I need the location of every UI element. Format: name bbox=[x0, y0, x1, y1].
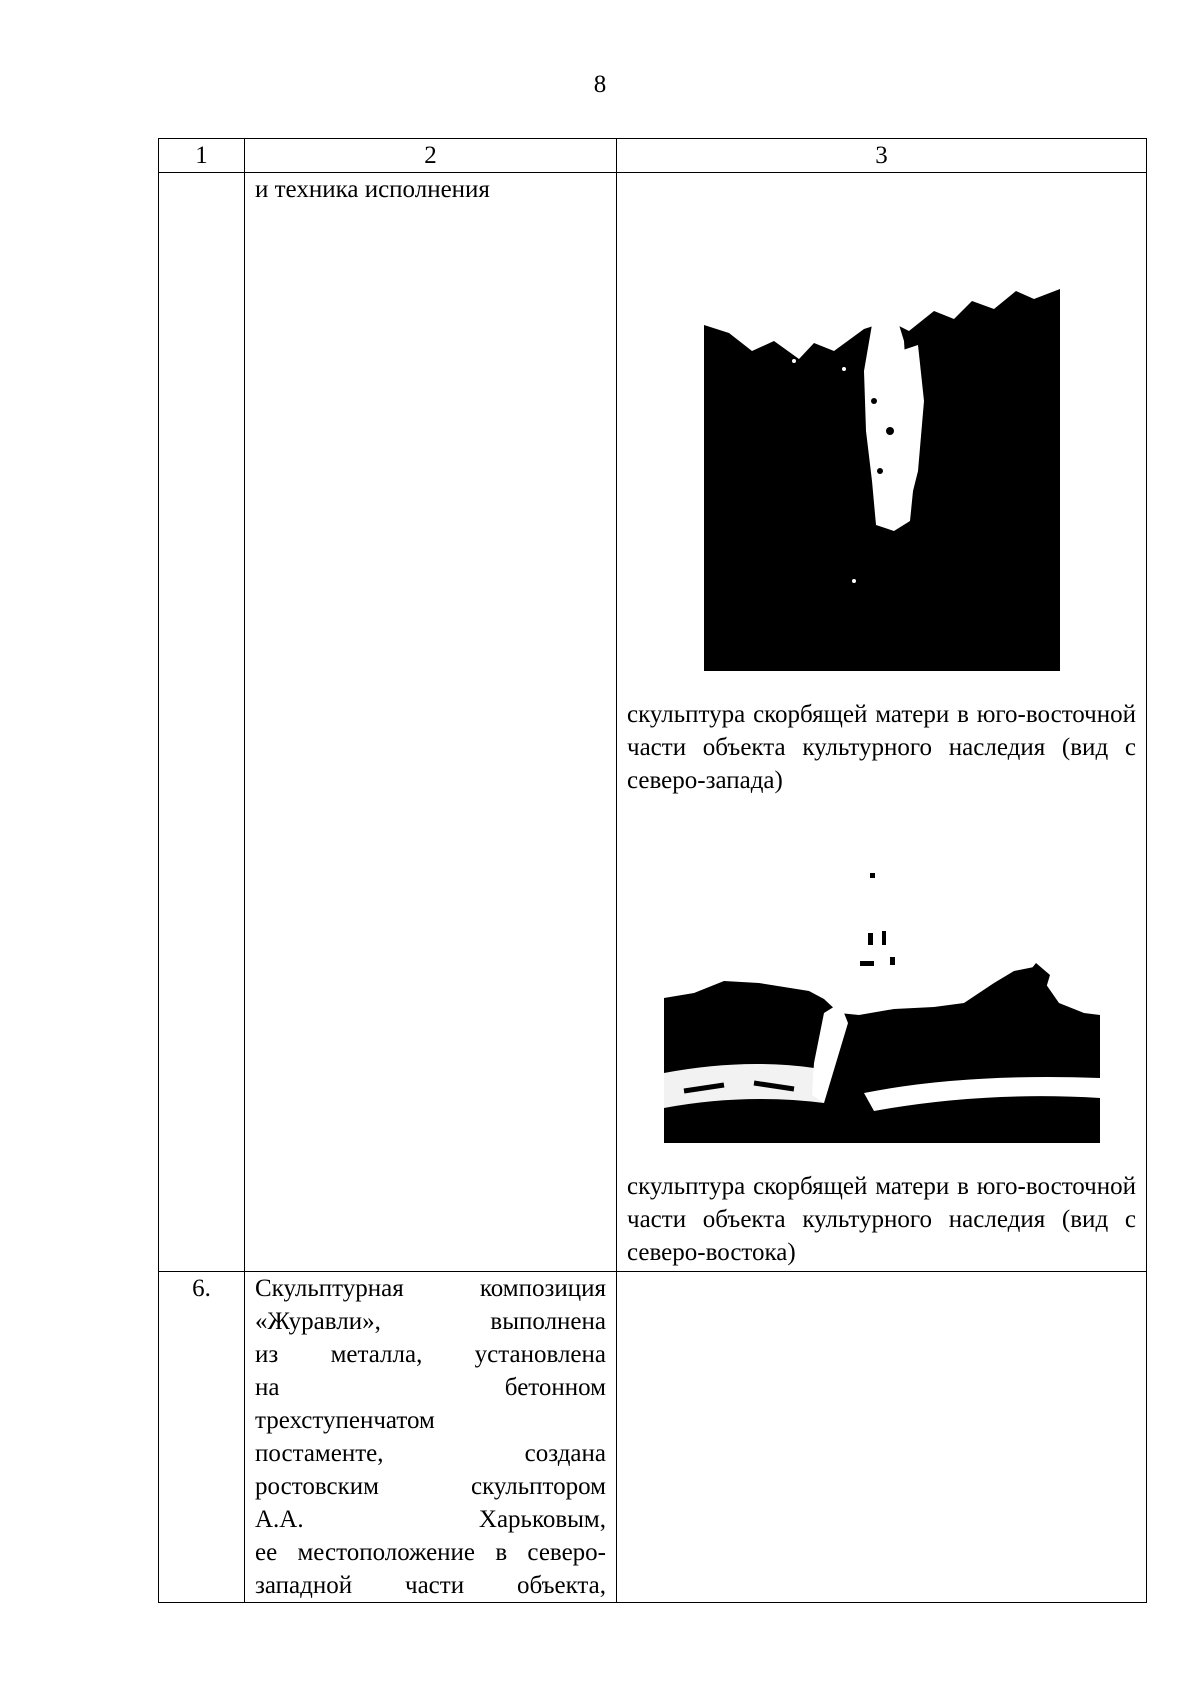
photo-northeast-wrap bbox=[617, 863, 1146, 1143]
photo-cell bbox=[617, 173, 1147, 1272]
photo-northeast-caption: скульптура скорбящей матери в юго-восточной части объекта культурного наследия (вид с северо-востока) bbox=[627, 1173, 1136, 1266]
description-line: трехступенчатом bbox=[255, 1407, 435, 1434]
description-line: на бетонном bbox=[255, 1374, 606, 1401]
header-col-3: 3 bbox=[617, 139, 1147, 173]
photo-northwest-caption: скульптура скорбящей матери в юго-восточной части объекта культурного наследия (вид с северо-запада) bbox=[627, 701, 1136, 794]
description-line: из металла, установлена bbox=[255, 1341, 606, 1368]
description-text: и техника исполнения bbox=[255, 176, 490, 203]
header-col-1: 1 bbox=[159, 139, 245, 173]
table-row bbox=[159, 173, 1147, 1272]
page-number: 8 bbox=[593, 71, 607, 98]
description-text bbox=[245, 1272, 616, 1602]
description-line: западной части объекта, bbox=[255, 1572, 606, 1599]
sculpture-photo-northwest-icon bbox=[704, 281, 1060, 671]
table-header-row bbox=[159, 139, 1147, 173]
description-line: ее местоположение в северо- bbox=[255, 1539, 606, 1566]
row-number-cell: 6. bbox=[159, 1272, 245, 1603]
description-cell bbox=[245, 173, 617, 1272]
description-line: «Журавли», выполнена bbox=[255, 1308, 606, 1335]
description-line: ростовским скульптором bbox=[255, 1473, 606, 1500]
table-row bbox=[159, 1272, 1147, 1603]
header-col-2: 2 bbox=[245, 139, 617, 173]
description-cell bbox=[245, 1272, 617, 1603]
description-line: Скульптурная композиция bbox=[255, 1275, 606, 1302]
row-number-cell bbox=[159, 173, 245, 1272]
description-line: постаменте, создана bbox=[255, 1440, 606, 1467]
monument-table bbox=[158, 138, 1147, 1603]
description-line: А.А. Харьковым, bbox=[255, 1506, 606, 1533]
photo-northwest-wrap bbox=[617, 281, 1146, 671]
sculpture-photo-northeast-icon bbox=[664, 863, 1100, 1143]
photo-cell bbox=[617, 1272, 1147, 1603]
